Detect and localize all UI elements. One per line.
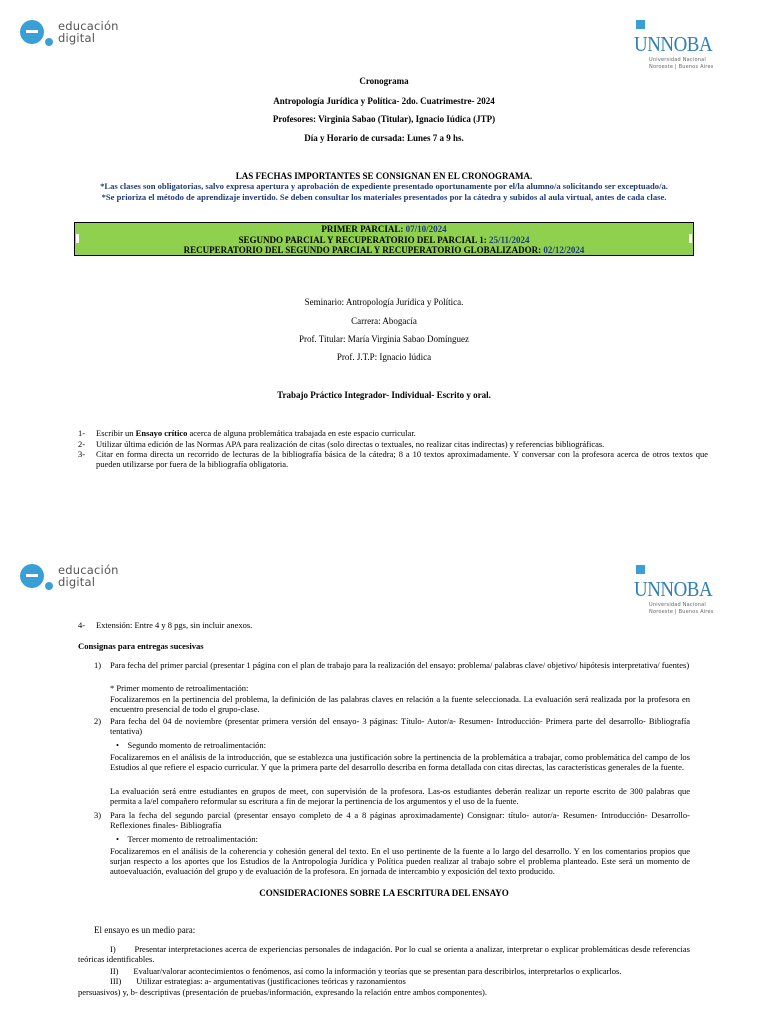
flipped-learning-note: *Se prioriza el método de aprendizaje invertido. Se deben consultar los materiales presentados por la cátedra y subidos al aula virtual, antes de cada clase. bbox=[101, 192, 667, 202]
consigna-2-description: Focalizaremos en el análisis de la introducción, que se establezca una justificación sobre la pertinencia de la problemática a trabajar, como problemática del campo de los Estudios al que refiere el espacio curricular. Y que la primera parte del desarrollo describa en forma detallada con citas directas, las características generales de la fuente. bbox=[110, 752, 690, 772]
unnoba-square-icon bbox=[636, 565, 645, 574]
jtp-line: Prof. J.T.P: Ignacio Iúdica bbox=[336, 352, 432, 362]
consideracion-iii: III) Utilizar estrategias: a- argumentativas (justificaciones teóricas y razonamientos bbox=[110, 976, 406, 986]
professors-line: Profesores: Virginia Sabao (Titular), Ignacio Iúdica (JTP) bbox=[272, 114, 496, 124]
educacion-digital-wordmark: educación digital bbox=[58, 563, 119, 589]
first-exam-line: PRIMER PARCIAL: 07/10/2024 bbox=[321, 224, 447, 234]
important-dates-heading: LAS FECHAS IMPORTANTES SE CONSIGNAN EN EL CRONOGRAMA. bbox=[235, 171, 533, 181]
exam-dates-box bbox=[74, 222, 694, 256]
consideraciones-heading: CONSIDERACIONES SOBRE LA ESCRITURA DEL ENSAYO bbox=[259, 888, 509, 898]
consideracion-iii-continuation: persuasivos) y, b- descriptivas (presentación de pruebas/información, expresando la relación entre ambos componentes). bbox=[78, 987, 487, 997]
consigna-3-description: Focalizaremos en el análisis de la coherencia y cohesión general del texto. En el uso pertinente de la fuente a lo largo del desarrollo. Y en los comentarios propios que surjan respecto a los aportes que los Estudios de la Antropología Jurídica y Política pueden realizar al trabajo sobre el problema planteado. Este será un momento de autoevaluación, evaluación del grupo y de evaluación de la profesora. En jornada de intercambio y exposición del texto producido. bbox=[110, 846, 690, 876]
consigna-1-moment: * Primer momento de retroalimentación: bbox=[110, 683, 249, 693]
course-name: Antropología Jurídica y Política- 2do. Cuatrimestre- 2024 bbox=[273, 96, 495, 106]
career-line: Carrera: Abogacía bbox=[351, 316, 417, 326]
tp-title: Trabajo Práctico Integrador- Individual- Escrito y oral. bbox=[277, 390, 491, 400]
box-left-marker bbox=[76, 234, 79, 243]
educacion-digital-logo-page2 bbox=[20, 558, 150, 598]
consigna-1-description: Focalizaremos en la pertinencia del problema, la definición de las palabras claves en relación a la fuente seleccionada. La evaluación será realizada por la profesora en encuentro presencial de todo el grupo-clase. bbox=[110, 694, 690, 714]
cronograma-title: Cronograma bbox=[359, 76, 409, 86]
second-exam-line: SEGUNDO PARCIAL Y RECUPERATORIO DEL PARCIAL 1: 25/11/2024 bbox=[238, 234, 530, 245]
consigna-3-moment: • Tercer momento de retroalimentación: bbox=[116, 834, 258, 844]
educacion-digital-logo bbox=[20, 14, 150, 54]
educacion-digital-wordmark: educación digital bbox=[58, 19, 119, 45]
educacion-digital-e-icon bbox=[20, 16, 54, 50]
consigna-2-evaluation: La evaluación será entre estudiantes en grupos de meet, con supervisión de la profesora. Las-os estudiantes deberán realizar un reporte escrito de 300 palabras que permita a la/el compañero reformular su escritura a fin de mejorar la pertinencia de los argumentos y el uso de la fuente. bbox=[110, 786, 690, 806]
seminar-line: Seminario: Antropología Jurídica y Política. bbox=[304, 297, 464, 307]
ensayo-intro: El ensayo es un medio para: bbox=[94, 925, 196, 935]
titular-professor-line: Prof. Titular: María Virginia Sabao Domínguez bbox=[298, 334, 470, 344]
recovery-exam-line: RECUPERATORIO DEL SEGUNDO PARCIAL Y RECUPERATORIO GLOBALIZADOR: 02/12/2024 bbox=[183, 245, 585, 255]
educacion-digital-e-icon bbox=[20, 560, 54, 594]
bullet-icon: • bbox=[116, 834, 119, 844]
unnoba-logo: UNNOBA Universidad Nacional Noroeste | Buenos Aires bbox=[634, 20, 744, 80]
unnoba-logo-page2: UNNOBA Universidad Nacional Noroeste | Buenos Aires bbox=[634, 565, 744, 625]
bullet-icon: • bbox=[116, 740, 119, 750]
box-right-marker bbox=[689, 234, 692, 243]
consigna-2-moment: • Segundo momento de retroalimentación: bbox=[116, 740, 267, 750]
consideracion-ii: II) Evaluar/valorar acontecimientos o fenómenos, así como la información y teorías que se presentan para describirlos, interpretarlos o explicarlos. bbox=[110, 966, 622, 976]
consignas-heading: Consignas para entregas sucesivas bbox=[78, 641, 204, 651]
consideracion-i: I) Presentar interpretaciones acerca de experiencias personales de indagación. Por lo cual se orienta a analizar, interpretar o explicar problemáticas desde referencias teóricas identificables. bbox=[78, 944, 690, 964]
schedule-line: Día y Horario de cursada: Lunes 7 a 9 hs. bbox=[304, 133, 464, 143]
unnoba-square-icon bbox=[636, 20, 645, 29]
attendance-note: *Las clases son obligatorias, salvo expresa apertura y aprobación de expediente presentado oportunamente por el/la alumno/a solicitando ser exceptuado/a. bbox=[100, 181, 668, 191]
